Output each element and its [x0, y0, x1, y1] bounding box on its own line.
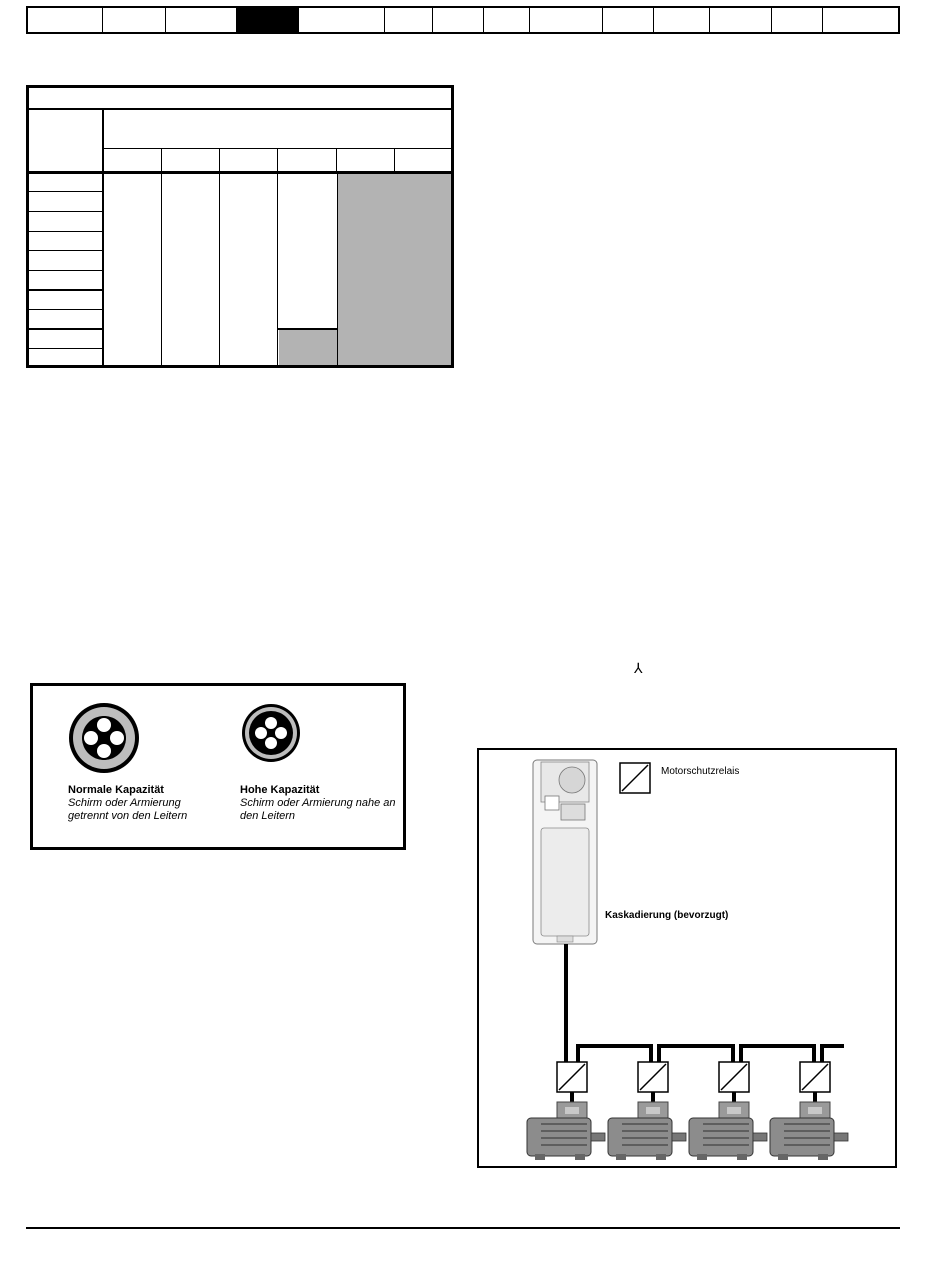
- motor-icon: [689, 1102, 767, 1160]
- nav-tab[interactable]: [654, 8, 710, 32]
- footer-rule: [26, 1227, 900, 1229]
- nav-tab[interactable]: [385, 8, 433, 32]
- cable-capacitance-illustration: [30, 683, 406, 850]
- relay-legend-icon: [620, 763, 650, 793]
- nav-tab[interactable]: [166, 8, 237, 32]
- drive-unit-icon: [533, 760, 597, 944]
- cascade-label: Kaskadierung (bevorzugt): [605, 910, 729, 921]
- normal-capacitance-cable-icon: [67, 701, 141, 775]
- cable-length-table: [26, 85, 454, 368]
- normal-capacitance-title: Normale Kapazität: [68, 784, 164, 796]
- relay-legend-label: Motorschutzrelais: [661, 766, 740, 777]
- relay-icon: [800, 1062, 830, 1092]
- high-capacitance-description: Schirm oder Armierung nahe an den Leitern: [240, 797, 396, 822]
- nav-tab[interactable]: [433, 8, 484, 32]
- motor-icon: [527, 1102, 605, 1160]
- motor-cascade-diagram: [477, 748, 897, 1168]
- motor-icon: [770, 1102, 848, 1160]
- nav-tab-active[interactable]: [237, 8, 299, 32]
- nav-tab[interactable]: [772, 8, 824, 32]
- high-capacitance-cable-icon: [240, 702, 302, 764]
- nav-tab[interactable]: [299, 8, 386, 32]
- nav-tab[interactable]: [603, 8, 654, 32]
- table-shaded-cell: [279, 330, 337, 365]
- cascade-diagram-graphic: [479, 750, 895, 1166]
- relay-icon: [557, 1062, 587, 1092]
- motor-icon: [608, 1102, 686, 1160]
- table-shaded-cell: [338, 174, 451, 365]
- relay-icon: [638, 1062, 668, 1092]
- nav-tab[interactable]: [530, 8, 604, 32]
- phase-symbol: ⅄: [634, 660, 643, 676]
- high-capacitance-title: Hohe Kapazität: [240, 784, 320, 796]
- nav-tab[interactable]: [28, 8, 103, 32]
- nav-tab[interactable]: [823, 8, 898, 32]
- top-navigation-bar: [26, 6, 900, 34]
- nav-tab[interactable]: [710, 8, 772, 32]
- normal-capacitance-description: Schirm oder Armierung getrennt von den Leitern: [68, 797, 188, 822]
- nav-tab[interactable]: [103, 8, 167, 32]
- nav-tab[interactable]: [484, 8, 530, 32]
- relay-icon: [719, 1062, 749, 1092]
